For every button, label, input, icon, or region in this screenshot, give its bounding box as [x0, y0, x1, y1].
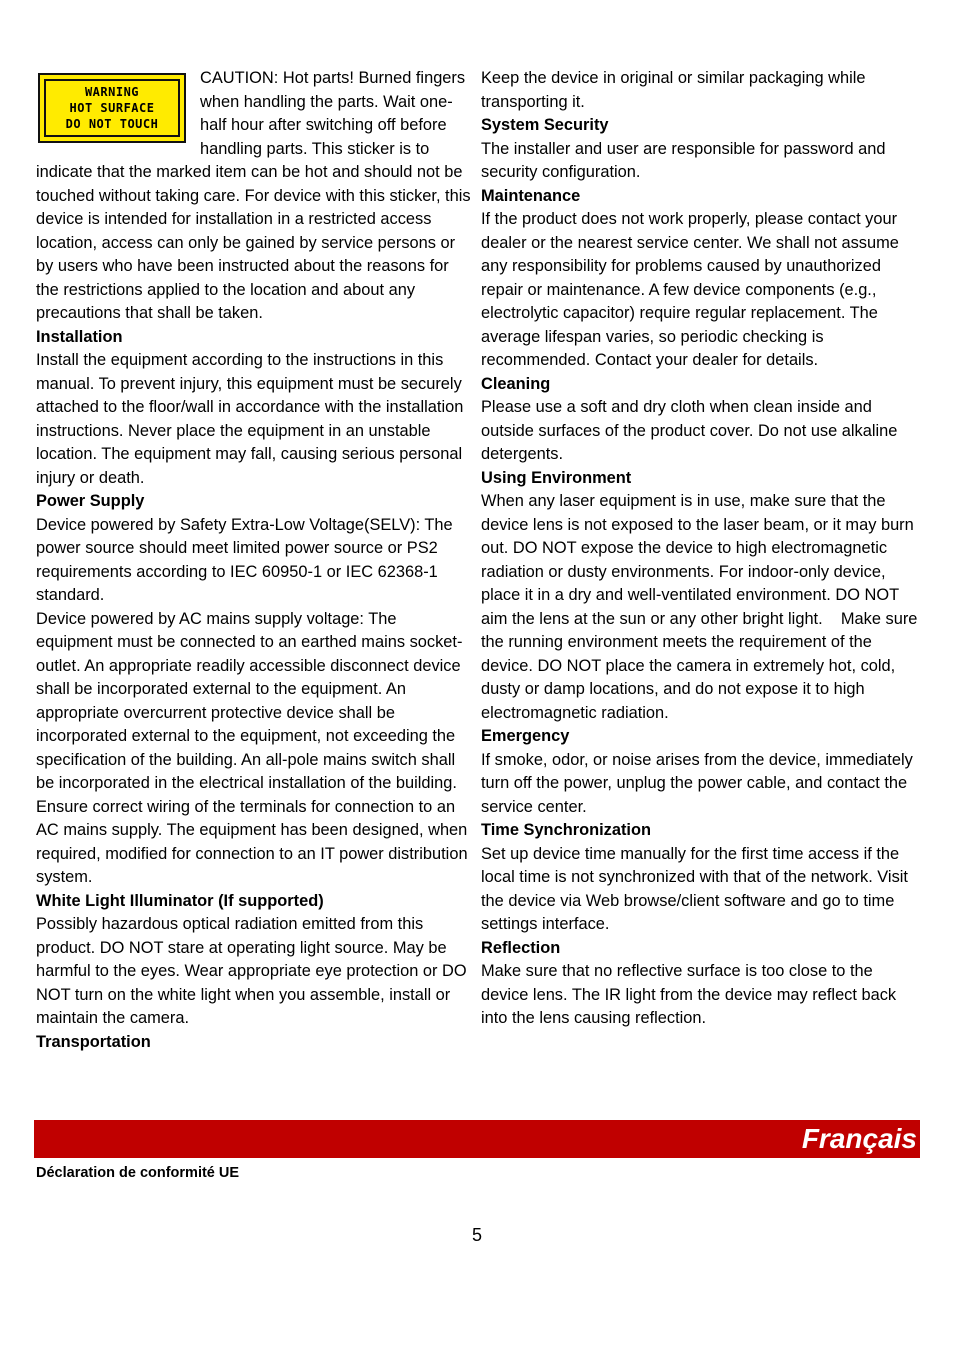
system-security-body: The installer and user are responsible for password and security configuration.	[481, 139, 886, 181]
page-number: 5	[471, 1225, 482, 1245]
using-environment-body: When any laser equipment is in use, make sure that the device lens is not exposed to the laser beam, or it may burn out. DO NOT expose the device to high electromagnetic radiation or dusty environments. For indoor-only device, place it in a dry and well-ventilated environment. DO NOT aim the lens at the sun or any other bright light. Make sure the running environment meets the requirement of the device. DO NOT place the camera in extremely hot, cold, dusty or damp locations, and do not expose it to high electromagnetic radiation.	[481, 492, 922, 722]
power-supply-ac-body: Device powered by AC mains supply voltage: The equipment must be connected to an earthed mains socket-outlet. An appropriate readily accessible disconnect device shall be incorporated external to the equipment. An appropriate overcurrent protective device shall be incorporated external to the equipment, not exceeding the specification of the building. An all-pole mains switch shall be incorporated in the electrical installation of the building. Ensure correct wiring of the terminals for connection to an AC mains supply. The equipment has been designed, when required, modified for connection to an IT power distribution system.	[36, 609, 468, 886]
warning-sticker-line1: WARNING	[84, 85, 140, 99]
power-supply-selv-body: Device powered by Safety Extra-Low Voltage(SELV): The power source should meet limited power source or PS2 requirements according to IEC 60950-1 or IEC 62368-1 standard.	[36, 515, 453, 604]
emergency-heading: Emergency	[481, 727, 570, 745]
reflection-heading: Reflection	[481, 938, 561, 957]
transportation-body: Keep the device in original or similar packaging while transporting it.	[481, 69, 866, 111]
language-banner-title: Français	[801, 1123, 917, 1154]
cleaning-body: Please use a soft and dry cloth when clean inside and outside surfaces of the product cover. Do not use alkaline detergents.	[481, 398, 898, 463]
system-security-heading: System Security	[481, 116, 609, 134]
language-banner	[34, 1120, 920, 1158]
warning-sticker-line3: DO NOT TOUCH	[65, 117, 159, 131]
emergency-body: If smoke, odor, or noise arises from the device, immediately turn off the power, unplug the power cable, and contact the service center.	[481, 750, 913, 816]
time-sync-body: Set up device time manually for the first time access if the local time is not synchronized with that of the network. Visit the device via Web browse/client software and go to time settings interface.	[481, 844, 908, 933]
warning-sticker-line2: HOT SURFACE	[69, 101, 155, 115]
white-light-body: Possibly hazardous optical radiation emitted from this product. DO NOT stare at operating light source. May be harmful to the eyes. Wear appropriate eye protection or DO NOT turn on the white light when you assemble, install or maintain the camera.	[36, 915, 467, 1027]
warning-sticker-inner	[44, 79, 180, 137]
transportation-heading: Transportation	[36, 1032, 151, 1051]
hot-surface-warning-sticker	[38, 73, 186, 143]
installation-body: Install the equipment according to the instructions in this manual. To prevent injury, this equipment must be securely attached to the floor/wall in accordance with the installation instructions. Never place the equipment in an unstable location. The equipment may fall, causing serious personal injury or death.	[36, 351, 464, 487]
installation-heading: Installation	[36, 327, 123, 346]
declaration-heading: Déclaration de conformité UE	[36, 1165, 240, 1181]
caution-paragraph: CAUTION: Hot parts! Burned fingers when handling the parts. Wait one-half hour after switching off before handling parts. This sticker is to indicate that the marked item can be hot and should not be touched without taking care. For device with this sticker, this device is intended for installation in a restricted access location, access can only be gained by service persons or by users who have been instructed about the reasons for the restrictions applied to the location and about any precautions that shall be taken.	[36, 69, 471, 322]
using-environment-heading: Using Environment	[481, 468, 632, 487]
power-supply-heading: Power Supply	[36, 492, 145, 510]
time-sync-heading: Time Synchronization	[481, 821, 652, 839]
reflection-body: Make sure that no reflective surface is too close to the device lens. The IR light from the device may reflect back into the lens causing reflection.	[481, 962, 897, 1027]
right-column	[481, 67, 921, 1031]
left-column	[36, 67, 472, 1054]
maintenance-body: If the product does not work properly, please contact your dealer or the nearest service center. We shall not assume any responsibility for problems caused by unauthorized repair or maintenance. A few device components (e.g., electrolytic capacitor) require regular replacement. The average lifespan varies, so periodic checking is recommended. Contact your dealer for details.	[481, 210, 899, 369]
cleaning-heading: Cleaning	[481, 374, 551, 393]
white-light-heading: White Light Illuminator (If supported)	[36, 891, 324, 910]
maintenance-heading: Maintenance	[481, 186, 581, 205]
